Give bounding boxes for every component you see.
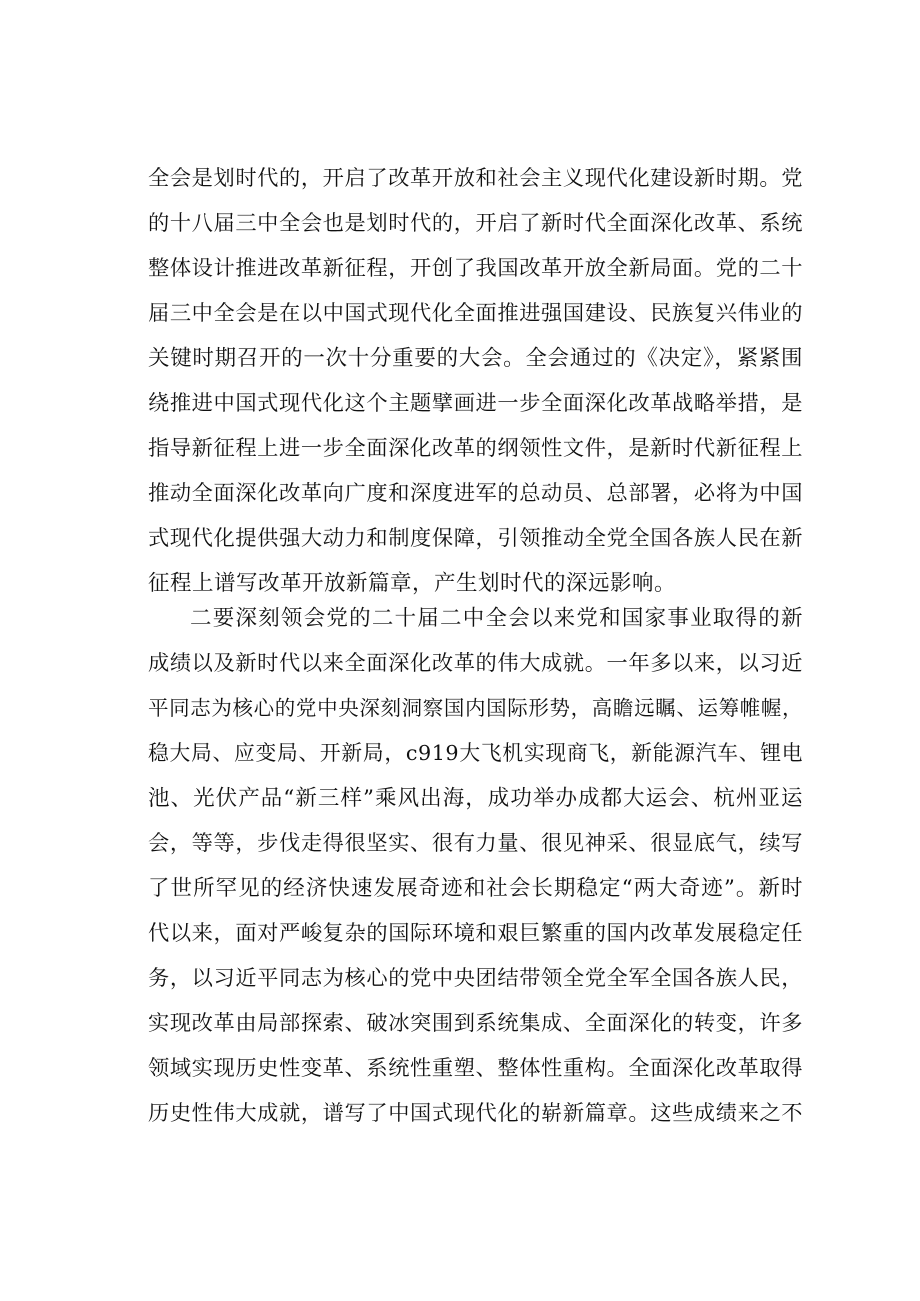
text-line: 征程上谱写改革开放新篇章，产生划时代的深远影响。 xyxy=(148,571,677,596)
text-line: 全会是划时代的，开启了改革开放和社会主义现代化建设新时期。党 xyxy=(148,166,803,191)
text-line: 整体设计推进改革新征程，开创了我国改革开放全新局面。党的二十 xyxy=(148,256,803,281)
text-line: 绕推进中国式现代化这个主题擘画进一步全面深化改革战略举措，是 xyxy=(148,391,803,416)
text-line: 会，等等，步伐走得很坚实、很有力量、很见神采、很显底气，续写 xyxy=(148,831,803,856)
paragraph-1 xyxy=(148,156,803,606)
text-line: 领域实现历史性变革、系统性重塑、整体性重构。全面深化改革取得 xyxy=(148,1056,803,1081)
text-line: 成绩以及新时代以来全面深化改革的伟大成就。一年多以来，以习近 xyxy=(148,651,803,676)
text-line: 二要深刻领会党的二十届二中全会以来党和国家事业取得的新 xyxy=(190,606,803,631)
text-line: 实现改革由局部探索、破冰突围到系统集成、全面深化的转变，许多 xyxy=(148,1011,803,1036)
text-line: 稳大局、应变局、开新局，c919大飞机实现商飞，新能源汽车、锂电 xyxy=(148,741,803,765)
text-line: 历史性伟大成就，谱写了中国式现代化的崭新篇章。这些成绩来之不 xyxy=(148,1101,803,1126)
text-line: 关键时期召开的一次十分重要的大会。全会通过的《决定》，紧紧围 xyxy=(148,346,803,371)
text-line: 务，以习近平同志为核心的党中央团结带领全党全军全国各族人民， xyxy=(148,966,803,991)
paragraph-2 xyxy=(148,596,803,1136)
text-line: 推动全面深化改革向广度和深度进军的总动员、总部署，必将为中国 xyxy=(148,481,803,506)
text-line: 了世所罕见的经济快速发展奇迹和社会长期稳定“两大奇迹”。新时 xyxy=(148,876,803,901)
text-line: 式现代化提供强大动力和制度保障，引领推动全党全国各族人民在新 xyxy=(148,526,803,551)
text-line: 的十八届三中全会也是划时代的，开启了新时代全面深化改革、系统 xyxy=(148,211,803,236)
text-line: 代以来，面对严峻复杂的国际环境和艰巨繁重的国内改革发展稳定任 xyxy=(148,921,803,946)
text-line: 指导新征程上进一步全面深化改革的纲领性文件，是新时代新征程上 xyxy=(148,436,803,461)
text-line: 平同志为核心的党中央深刻洞察国内国际形势，高瞻远瞩、运筹帷幄， xyxy=(148,696,803,720)
text-line: 池、光伏产品“新三样”乘风出海，成功举办成都大运会、杭州亚运 xyxy=(148,786,803,811)
text-line: 届三中全会是在以中国式现代化全面推进强国建设、民族复兴伟业的 xyxy=(148,301,803,326)
